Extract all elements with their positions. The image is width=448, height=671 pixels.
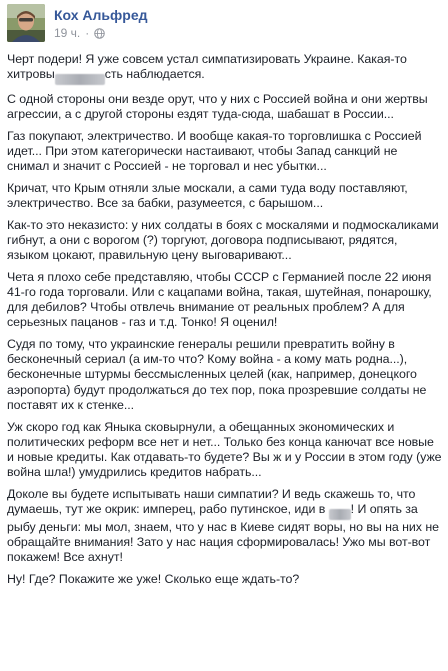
paragraph-text: Доколе вы будете испытывать наши симпатии? И ведь скажешь то, что думаешь, тут же окрик: имперец, рабо путинское, иди в	[7, 486, 416, 517]
post-paragraph-8: Уж скоро год как Яныка сковырнули, а обещанных экономических и политических реформ все нет и нет... Только без конца канючат все новые и новые кредиты. Как отдавать-то будете? Вы ж и у России в этом году (уже война шла!) умудрились кредитов набрать...	[7, 419, 442, 480]
post-time-row	[54, 26, 148, 41]
post-paragraph-10: Ну! Где? Покажите же уже! Сколько еще ждать-то?	[7, 572, 300, 587]
post-paragraph-4: Кричат, что Крым отняли злые москали, а сами туда воду поставляют, электричество. Все за бабки, разумеется, с барышом...	[7, 180, 408, 210]
post-paragraph-9	[7, 487, 442, 566]
post-paragraph-2: С одной стороны они везде орут, что у них с Россией война и они жертвы агрессии, а с другой стороны ездят туда-сюда, шабашат в России...	[7, 91, 428, 121]
post-paragraph-3: Газ покупают, электричество. И вообще какая-то торговлишка с Россией идет... При этом категорически настаивают, чтобы Запад санкций не снимал и значит с Россией - не торговал и нес убытки...	[7, 128, 422, 174]
author-avatar[interactable]	[7, 4, 45, 42]
post-timestamp-link[interactable]: 19 ч.	[54, 26, 81, 40]
post-meta	[54, 2, 148, 41]
paragraph-text: ! И опять за рыбу деньги: мы мол, знаем, что у нас в Киеве сидят воры, но вы на них не обращайте внимания! Зато у нас нация сформировалась! Ужо мы вот-вот покажем! Все ахнут!	[7, 502, 439, 565]
author-name-link[interactable]: Кох Альфред	[54, 7, 148, 23]
post-paragraph-7: Судя по тому, что украинские генералы решили превратить войну в бесконечный сериал (а им-то что? Кому война - а кому мать родна...), бесконечные штурмы бессмысленных целей (как, например, донецкого аэропорта) будут продолжаться до тех пор, пока прозревшие солдаты не поставят их к стенке...	[7, 337, 427, 412]
separator-dot: ·	[85, 26, 90, 40]
post-paragraph-6: Чета я плохо себе представляю, чтобы СССР с Германией после 22 июня 41-го года торговали. Или с кацапами война, такая, шутейная, понарошку, для дебилов? Чтобы отвлечь внимание от реальных проблем? А для серьезных пацанов - газ и т.д. Тонко! Я оценил!	[7, 269, 432, 330]
globe-icon[interactable]	[94, 28, 105, 39]
censored-word	[55, 74, 105, 85]
post-body	[7, 52, 442, 587]
paragraph-text: сть наблюдается.	[104, 67, 205, 82]
censored-word	[329, 509, 351, 520]
post-paragraph-1	[7, 52, 442, 85]
post-paragraph-5: Как-то это неказисто: у них солдаты в боях с москалями и подмоскаликами гибнут, а они с ворогом (?) торгуют, договора подписывают, рядятся, языком цокают, правильную цену выговаривают...	[7, 217, 439, 263]
paragraph-text: Черт подери! Я уже совсем устал симпатизировать Украине. Какая-то хитровы	[7, 52, 407, 82]
post-header	[7, 2, 442, 52]
